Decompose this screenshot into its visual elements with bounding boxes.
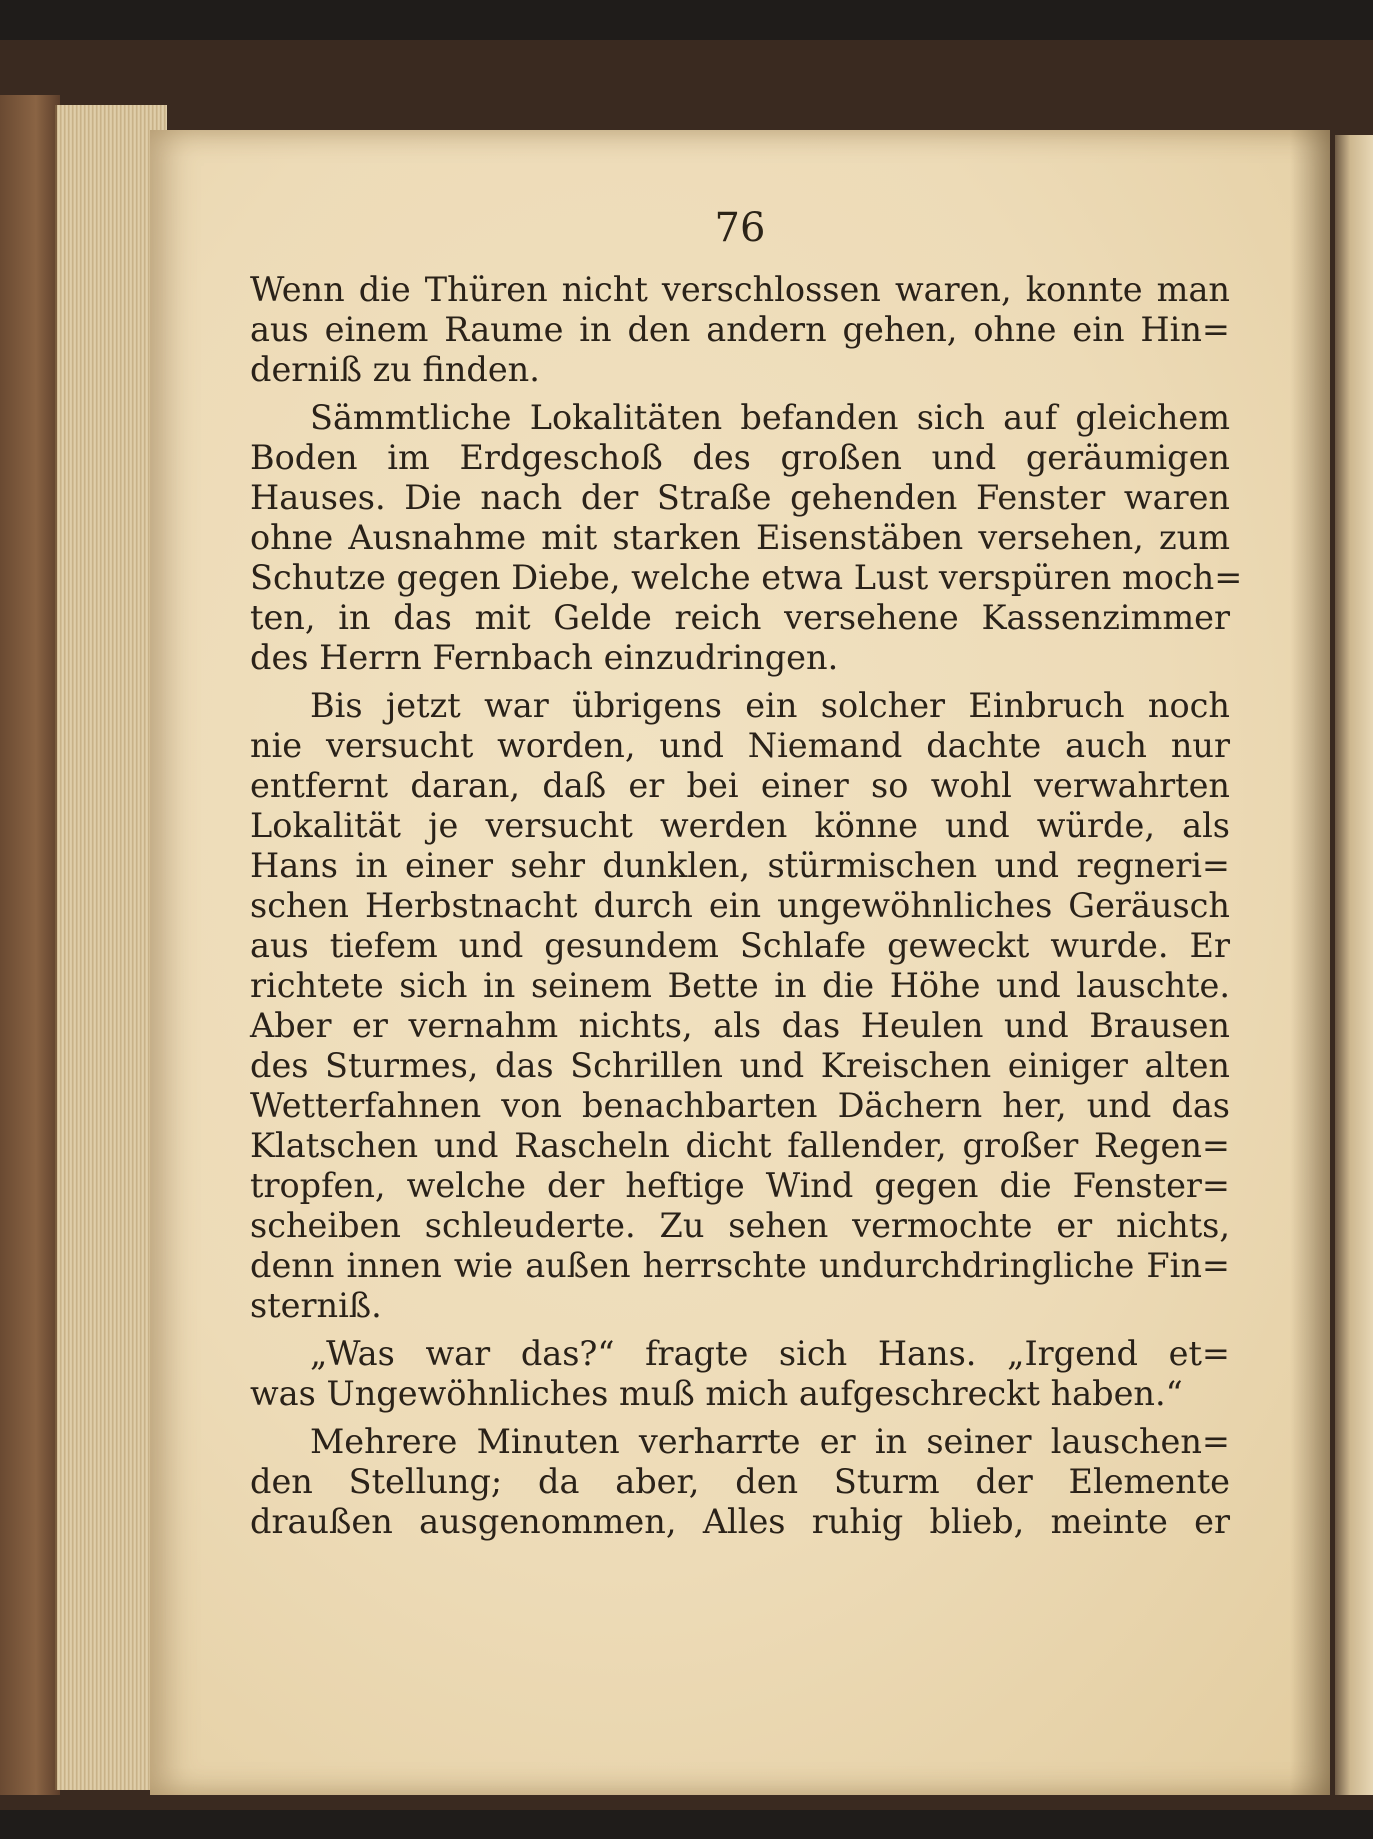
text-line: Wenn die Thüren nicht verschlossen waren, konnte man bbox=[250, 270, 1230, 309]
paragraph bbox=[250, 1334, 1230, 1414]
text-line: Bis jetzt war übrigens ein solcher Einbruch noch bbox=[310, 686, 1230, 725]
text-line: schen Herbstnacht durch ein ungewöhnliches Geräusch bbox=[250, 886, 1230, 925]
paragraph bbox=[250, 1422, 1230, 1542]
book-photo bbox=[0, 40, 1373, 1810]
text-line: Schutze gegen Diebe, welche etwa Lust verspüren moch= bbox=[250, 558, 1243, 597]
text-line: Boden im Erdgeschoß des großen und geräumigen bbox=[250, 438, 1230, 477]
text-line: Sämmtliche Lokalitäten befanden sich auf gleichem bbox=[310, 398, 1230, 437]
page-number: 76 bbox=[714, 205, 766, 251]
text-line: des Sturmes, das Schrillen und Kreischen einiger alten bbox=[250, 1046, 1230, 1085]
text-line: entfernt daran, daß er bei einer so wohl verwahrten bbox=[250, 766, 1230, 805]
text-line: aus einem Raume in den andern gehen, ohne ein Hin= bbox=[250, 310, 1230, 349]
paragraph bbox=[250, 686, 1230, 1326]
page-gutter-shadow bbox=[1290, 130, 1330, 1795]
text-line: Klatschen und Rascheln dicht fallender, großer Regen= bbox=[250, 1126, 1230, 1165]
text-line: Wetterfahnen von benachbarten Dächern her, und das bbox=[250, 1086, 1230, 1125]
text-line: was Ungewöhnliches muß mich aufgeschreckt haben.“ bbox=[250, 1374, 1183, 1413]
text-line: ohne Ausnahme mit starken Eisenstäben versehen, zum bbox=[250, 518, 1230, 557]
text-line: aus tiefem und gesundem Schlafe geweckt wurde. Er bbox=[250, 926, 1230, 965]
text-line: Hans in einer sehr dunklen, stürmischen und regneri= bbox=[250, 846, 1230, 885]
text-line: Mehrere Minuten verharrte er in seiner lauschen= bbox=[310, 1422, 1230, 1461]
text-line: ten, in das mit Gelde reich versehene Kassenzimmer bbox=[250, 598, 1230, 637]
text-line: sterniß. bbox=[250, 1286, 382, 1325]
text-line: tropfen, welche der heftige Wind gegen die Fenster= bbox=[250, 1166, 1230, 1205]
page-body-text bbox=[250, 270, 1243, 1550]
paragraph bbox=[250, 270, 1230, 390]
text-line: scheiben schleuderte. Zu sehen vermochte er nichts, bbox=[250, 1206, 1230, 1245]
text-line: draußen ausgenommen, Alles ruhig blieb, meinte er bbox=[250, 1502, 1230, 1541]
text-line: „Was war das?“ fragte sich Hans. „Irgend et= bbox=[310, 1334, 1230, 1373]
text-line: Lokalität je versucht werden könne und würde, als bbox=[250, 806, 1230, 845]
text-line: den Stellung; da aber, den Sturm der Elemente bbox=[250, 1462, 1230, 1501]
text-line: denn innen wie außen herrschte undurchdringliche Fin= bbox=[250, 1246, 1230, 1285]
paragraph bbox=[250, 398, 1243, 678]
text-line: des Herrn Fernbach einzudringen. bbox=[250, 638, 839, 677]
text-line: Hauses. Die nach der Straße gehenden Fenster waren bbox=[250, 478, 1230, 517]
book-cover-edge bbox=[0, 95, 60, 1795]
text-line: nie versucht worden, und Niemand dachte auch nur bbox=[250, 726, 1230, 765]
text-line: derniß zu finden. bbox=[250, 350, 540, 389]
text-line: Aber er vernahm nichts, als das Heulen und Brausen bbox=[250, 1006, 1230, 1045]
facing-page-edge bbox=[1335, 135, 1373, 1795]
book-page bbox=[150, 130, 1330, 1795]
text-line: richtete sich in seinem Bette in die Höhe und lauschte. bbox=[250, 966, 1230, 1005]
